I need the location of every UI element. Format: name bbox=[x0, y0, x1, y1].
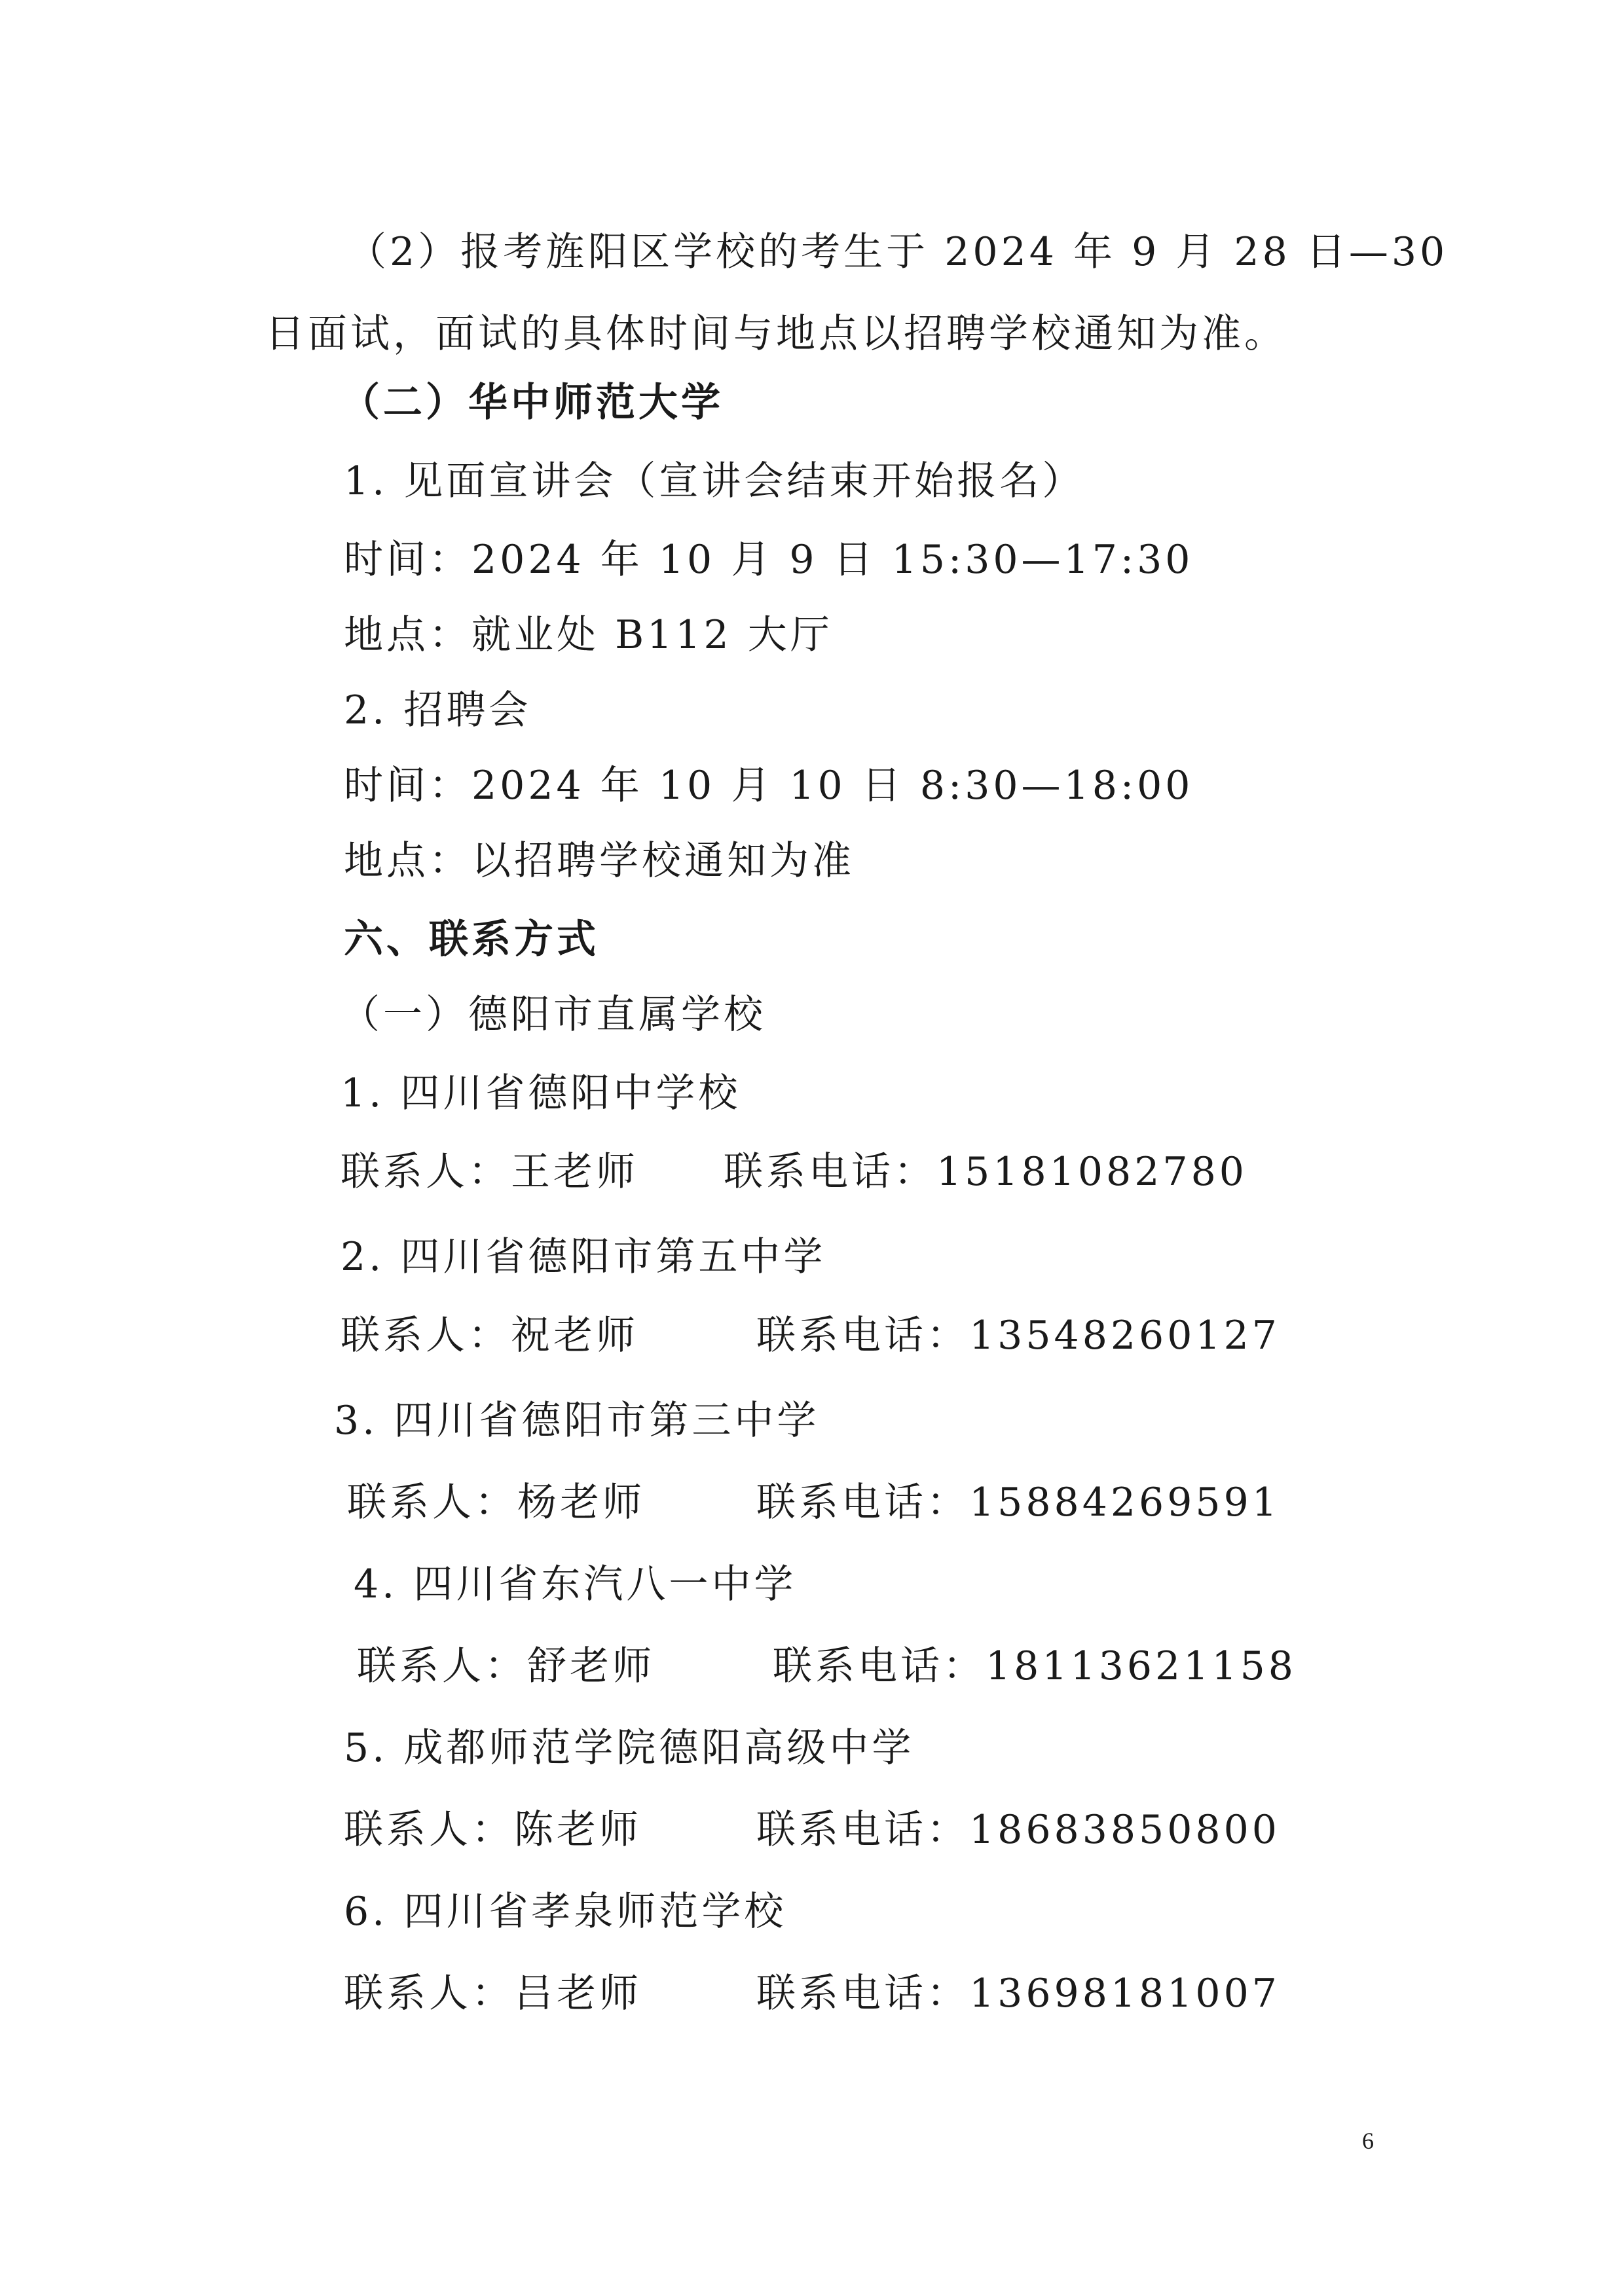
hust-item-2-place: 地点：以招聘学校通知为准 bbox=[344, 838, 855, 884]
hust-item-1-time: 时间：2024 年 10 月 9 日 15:30—17:30 bbox=[344, 537, 1194, 583]
school-name-5: 5. 成都师范学院德阳高级中学 bbox=[344, 1725, 915, 1771]
school-name-4: 4. 四川省东汽八一中学 bbox=[354, 1561, 797, 1607]
contact-person-4: 联系人：舒老师 bbox=[357, 1643, 655, 1689]
hust-item-2-time: 时间：2024 年 10 月 10 日 8:30—18:00 bbox=[344, 763, 1194, 809]
contact-row-4 bbox=[357, 1640, 1297, 1692]
contact-person-5: 联系人：陈老师 bbox=[344, 1807, 642, 1853]
school-name-6: 6. 四川省孝泉师范学校 bbox=[344, 1889, 787, 1935]
contact-phone-1: 联系电话：15181082780 bbox=[724, 1149, 1247, 1195]
contact-phone-2: 联系电话：13548260127 bbox=[756, 1313, 1280, 1358]
school-name-1: 1. 四川省德阳中学校 bbox=[341, 1070, 741, 1116]
contact-row-2 bbox=[341, 1309, 1280, 1362]
contact-row-1 bbox=[341, 1146, 1257, 1198]
hust-item-1-place: 地点：就业处 B112 大厅 bbox=[344, 612, 833, 658]
exam-line-1: （2）报考旌阳区学校的考生于 2024 年 9 月 28 日—30 bbox=[347, 229, 1449, 275]
contact-row-5 bbox=[344, 1804, 1280, 1856]
contact-phone-4: 联系电话：18113621158 bbox=[773, 1643, 1297, 1689]
school-name-2: 2. 四川省德阳市第五中学 bbox=[341, 1234, 826, 1280]
contact-person-3: 联系人：杨老师 bbox=[347, 1480, 645, 1525]
hust-item-1: 1. 见面宣讲会（宣讲会结束开始报名） bbox=[344, 458, 1085, 504]
hust-heading: （二）华中师范大学 bbox=[341, 380, 724, 426]
contact-phone-5: 联系电话：18683850800 bbox=[756, 1807, 1280, 1853]
hust-item-2: 2. 招聘会 bbox=[344, 687, 532, 733]
contact-phone-6: 联系电话：13698181007 bbox=[756, 1971, 1280, 2016]
contact-heading: 六、联系方式 bbox=[344, 917, 599, 962]
contact-row-3 bbox=[347, 1476, 1280, 1529]
school-name-3: 3. 四川省德阳市第三中学 bbox=[334, 1398, 820, 1444]
contact-phone-3: 联系电话：15884269591 bbox=[756, 1480, 1280, 1525]
exam-line-2: 日面试，面试的具体时间与地点以招聘学校通知为准。 bbox=[265, 311, 1287, 357]
contact-person-2: 联系人：祝老师 bbox=[341, 1313, 638, 1358]
contact-person-6: 联系人：吕老师 bbox=[344, 1971, 642, 2016]
contact-subheading: （一）德阳市直属学校 bbox=[341, 992, 766, 1038]
contact-person-1: 联系人：王老师 bbox=[341, 1149, 638, 1195]
contact-row-6 bbox=[344, 1967, 1280, 2020]
page-number: 6 bbox=[1362, 2128, 1374, 2154]
